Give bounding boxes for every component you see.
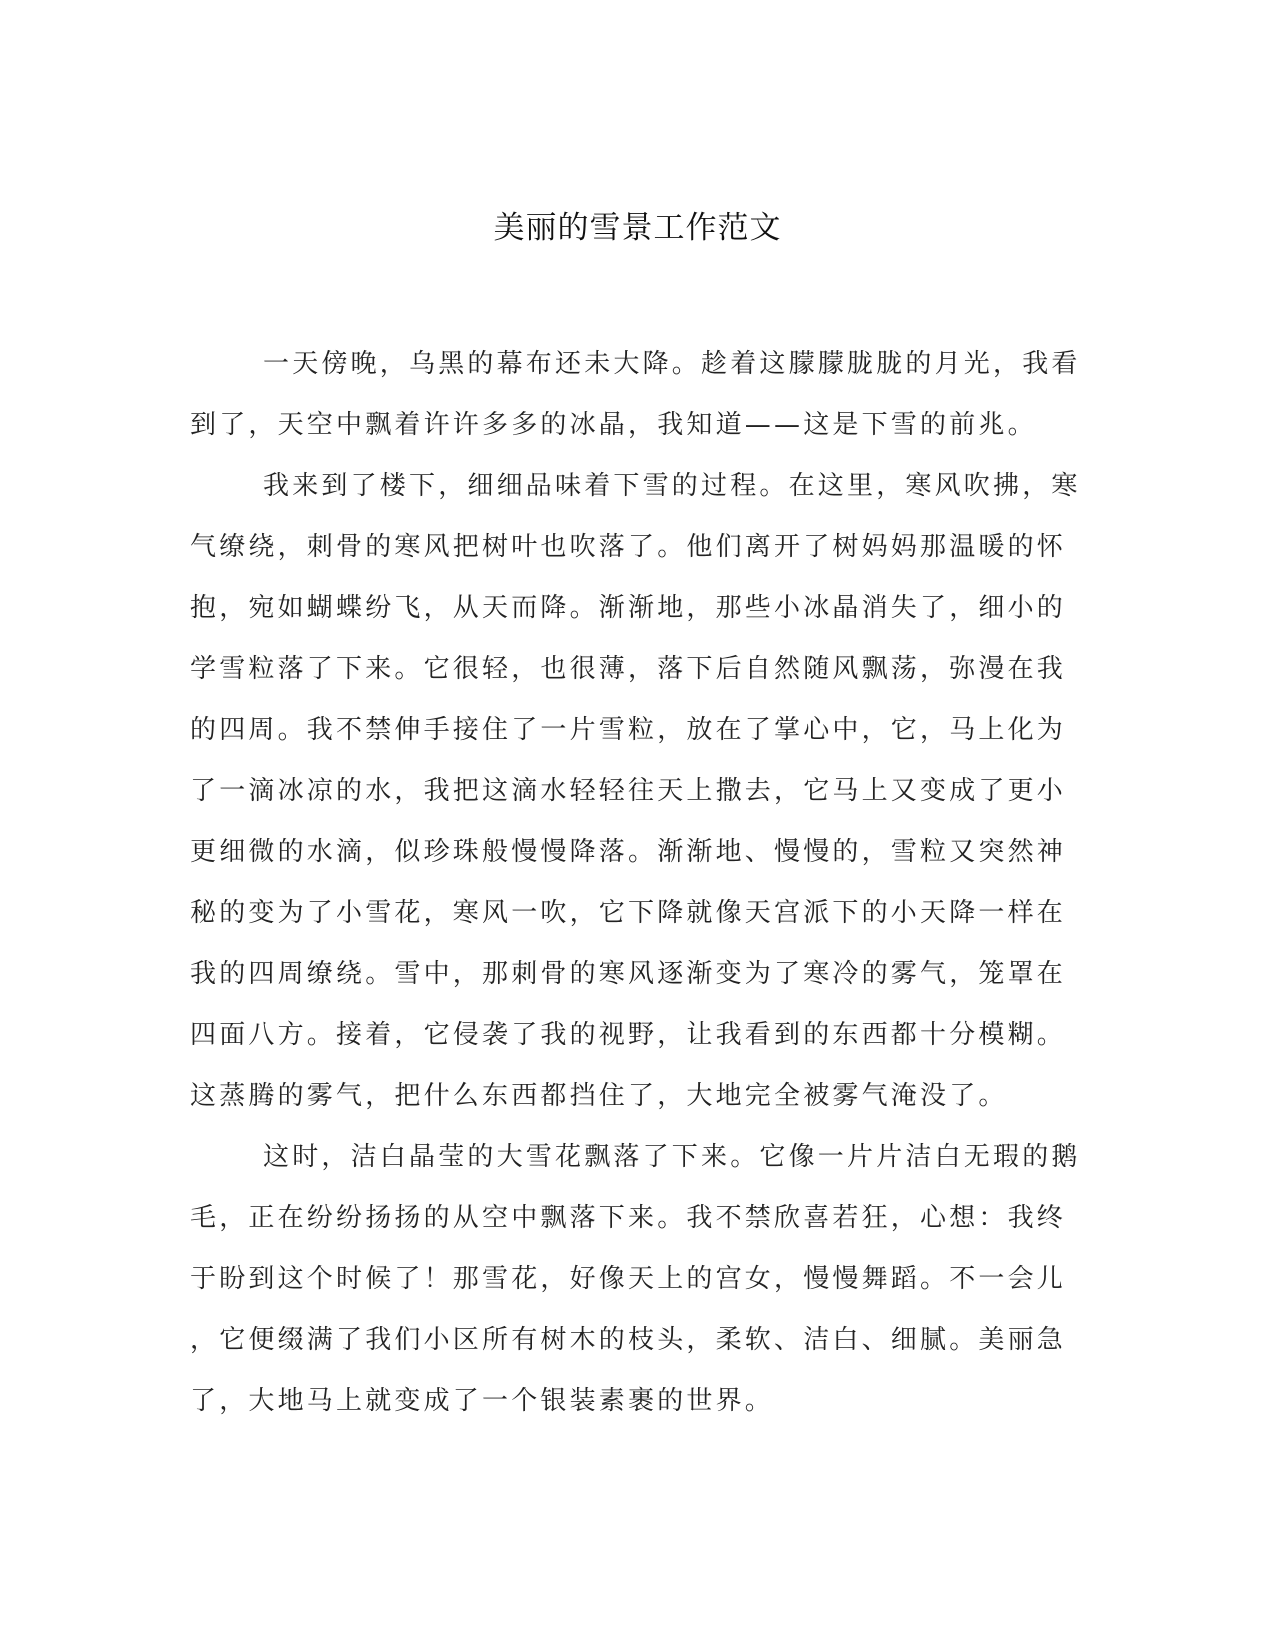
paragraph-line: 一天傍晚，乌黑的幕布还未大降。趁着这朦朦胧胧的月光，我看: [263, 349, 1081, 379]
paragraph-line: 四面八方。接着，它侵袭了我的视野，让我看到的东西都十分模糊。: [190, 1020, 1067, 1050]
paragraph-line: 毛，正在纷纷扬扬的从空中飘落下来。我不禁欣喜若狂，心想：我终: [190, 1203, 1067, 1233]
paragraph-line: 这时，洁白晶莹的大雪花飘落了下来。它像一片片洁白无瑕的鹅: [263, 1142, 1081, 1172]
paragraph-line: 更细微的水滴，似珍珠般慢慢降落。渐渐地、慢慢的，雪粒又突然神: [190, 837, 1067, 867]
paragraph-line: 了一滴冰凉的水，我把这滴水轻轻往天上撒去，它马上又变成了更小: [190, 776, 1067, 806]
paragraph-line: 秘的变为了小雪花，寒风一吹，它下降就像天宫派下的小天降一样在: [190, 898, 1067, 928]
paragraph-3: [190, 1127, 1090, 1432]
paragraph-2: [190, 456, 1090, 1127]
paragraph-1: [190, 334, 1090, 456]
paragraph-line: 学雪粒落了下来。它很轻，也很薄，落下后自然随风飘荡，弥漫在我: [190, 654, 1067, 684]
paragraph-line: 气缭绕，刺骨的寒风把树叶也吹落了。他们离开了树妈妈那温暖的怀: [190, 532, 1067, 562]
paragraph-line: 的四周。我不禁伸手接住了一片雪粒，放在了掌心中，它，马上化为: [190, 715, 1067, 745]
paragraph-line: 了，大地马上就变成了一个银装素裹的世界。: [190, 1386, 775, 1416]
paragraph-line: 抱，宛如蝴蝶纷飞，从天而降。渐渐地，那些小冰晶消失了，细小的: [190, 593, 1067, 623]
paragraph-line: 于盼到这个时候了！那雪花，好像天上的宫女，慢慢舞蹈。不一会儿: [190, 1264, 1067, 1294]
paragraph-line: 我来到了楼下，细细品味着下雪的过程。在这里，寒风吹拂，寒: [263, 471, 1081, 501]
paragraph-line: 这蒸腾的雾气，把什么东西都挡住了，大地完全被雾气淹没了。: [190, 1081, 1008, 1111]
paragraph-line: 我的四周缭绕。雪中，那刺骨的寒风逐渐变为了寒冷的雾气，笼罩在: [190, 959, 1067, 989]
document-title: 美丽的雪景工作范文: [493, 210, 782, 246]
paragraph-line: 到了，天空中飘着许许多多的冰晶，我知道——这是下雪的前兆。: [190, 410, 1037, 440]
paragraph-line: ，它便缀满了我们小区所有树木的枝头，柔软、洁白、细腻。美丽急: [190, 1325, 1067, 1355]
document-body: [190, 334, 1090, 1432]
